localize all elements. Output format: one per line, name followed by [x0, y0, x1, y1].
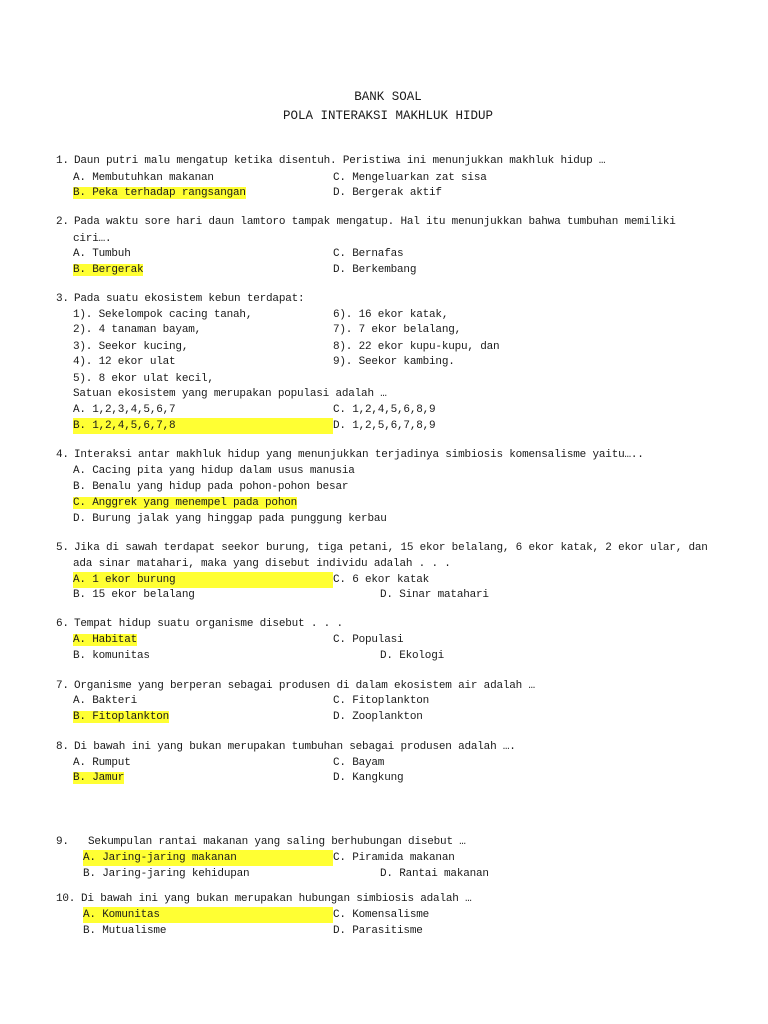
option-d: D. 1,2,5,6,7,8,9 [333, 420, 436, 432]
option-a: A. 1,2,3,4,5,6,7 [73, 404, 176, 416]
list-item: 2). 4 tanaman bayam, [73, 324, 202, 336]
option-a: A. Membutuhkan makanan [73, 172, 214, 184]
document-title: BANK SOAL [354, 90, 422, 104]
option-c: C. Komensalisme [333, 909, 430, 921]
question-text: Di bawah ini yang bukan merupakan hubungan simbiosis adalah … [81, 893, 472, 905]
option-d: D. Rantai makanan [380, 868, 489, 880]
list-item: 6). 16 ekor katak, [333, 309, 449, 321]
option-d: D. Ekologi [380, 650, 445, 662]
option-a: A. Cacing pita yang hidup dalam usus manusia [73, 465, 355, 477]
list-item: 4). 12 ekor ulat [73, 356, 176, 368]
question-text-continued: ada sinar matahari, maka yang disebut individu adalah . . . [73, 558, 451, 570]
question-number: 1. [56, 155, 69, 167]
option-c: C. Piramida makanan [333, 852, 455, 864]
option-a: A. Tumbuh [73, 248, 131, 260]
option-d: D. Bergerak aktif [333, 187, 442, 199]
list-item: 1). Sekelompok cacing tanah, [73, 309, 253, 321]
question-text: Pada suatu ekosistem kebun terdapat: [74, 293, 305, 305]
question-text: Jika di sawah terdapat seekor burung, tiga petani, 15 ekor belalang, 6 ekor katak, 2 ekor ular, dan [74, 542, 708, 554]
option-b-answer: B. Jamur [73, 772, 125, 784]
question-number: 2. [56, 216, 69, 228]
question-number: 6. [56, 618, 69, 630]
question-number: 8. [56, 741, 69, 753]
list-item: 7). 7 ekor belalang, [333, 324, 462, 336]
option-a-answer: A. 1 ekor burung [73, 572, 333, 588]
list-item: 9). Seekor kambing. [333, 356, 455, 368]
question-text: Tempat hidup suatu organisme disebut . . . [74, 618, 343, 630]
list-item: 5). 8 ekor ulat kecil, [73, 373, 214, 385]
option-c-answer: C. Anggrek yang menempel pada pohon [73, 497, 298, 509]
question-number: 5. [56, 542, 69, 554]
question-number: 4. [56, 449, 69, 461]
option-c: C. 6 ekor katak [333, 574, 430, 586]
option-a: A. Rumput [73, 757, 131, 769]
option-d: D. Burung jalak yang hinggap pada punggung kerbau [73, 513, 387, 525]
option-d: D. Berkembang [333, 264, 417, 276]
option-c: C. 1,2,4,5,6,8,9 [333, 404, 436, 416]
question-number: 9. [56, 836, 69, 848]
question-number: 7. [56, 680, 69, 692]
option-c: C. Mengeluarkan zat sisa [333, 172, 487, 184]
question-text: Pada waktu sore hari daun lamtoro tampak mengatup. Hal itu menunjukkan bahwa tumbuhan memiliki [74, 216, 676, 228]
option-d: D. Sinar matahari [380, 589, 489, 601]
option-c: C. Populasi [333, 634, 404, 646]
question-number: 10. [56, 893, 76, 905]
option-c: C. Bernafas [333, 248, 404, 260]
option-b-answer: B. Fitoplankton [73, 711, 170, 723]
question-text: Sekumpulan rantai makanan yang saling berhubungan disebut … [88, 836, 466, 848]
option-a-answer: A. Habitat [73, 634, 138, 646]
option-b-answer: B. Peka terhadap rangsangan [73, 187, 246, 199]
option-a: A. Bakteri [73, 695, 138, 707]
option-b: B. komunitas [73, 650, 150, 662]
question-text: Interaksi antar makhluk hidup yang menunjukkan terjadinya simbiosis komensalisme yaitu….. [74, 449, 644, 461]
question-text: Organisme yang berperan sebagai produsen di dalam ekosistem air adalah … [74, 680, 535, 692]
question-text: Daun putri malu mengatup ketika disentuh. Peristiwa ini menunjukkan makhluk hidup … [74, 155, 606, 167]
option-b-answer: B. Bergerak [73, 264, 144, 276]
question-text: Di bawah ini yang bukan merupakan tumbuhan sebagai produsen adalah …. [74, 741, 516, 753]
list-item: 3). Seekor kucing, [73, 341, 189, 353]
option-d: D. Kangkung [333, 772, 404, 784]
option-a-answer: A. Jaring-jaring makanan [83, 850, 333, 866]
option-c: C. Bayam [333, 757, 385, 769]
option-a-answer: A. Komunitas [83, 907, 333, 923]
question-number: 3. [56, 293, 69, 305]
option-b: B. Jaring-jaring kehidupan [83, 868, 250, 880]
option-b: B. Mutualisme [83, 925, 167, 937]
option-d: D. Parasitisme [333, 925, 423, 937]
question-text-continued: Satuan ekosistem yang merupakan populasi adalah … [73, 388, 387, 400]
option-b: B. Benalu yang hidup pada pohon-pohon besar [73, 481, 349, 493]
option-b: B. 15 ekor belalang [73, 589, 195, 601]
question-text-continued: ciri…. [73, 233, 112, 245]
option-d: D. Zooplankton [333, 711, 423, 723]
option-b-answer: B. 1,2,4,5,6,7,8 [73, 418, 333, 434]
option-c: C. Fitoplankton [333, 695, 430, 707]
list-item: 8). 22 ekor kupu-kupu, dan [333, 341, 500, 353]
document-subtitle: POLA INTERAKSI MAKHLUK HIDUP [282, 109, 494, 123]
